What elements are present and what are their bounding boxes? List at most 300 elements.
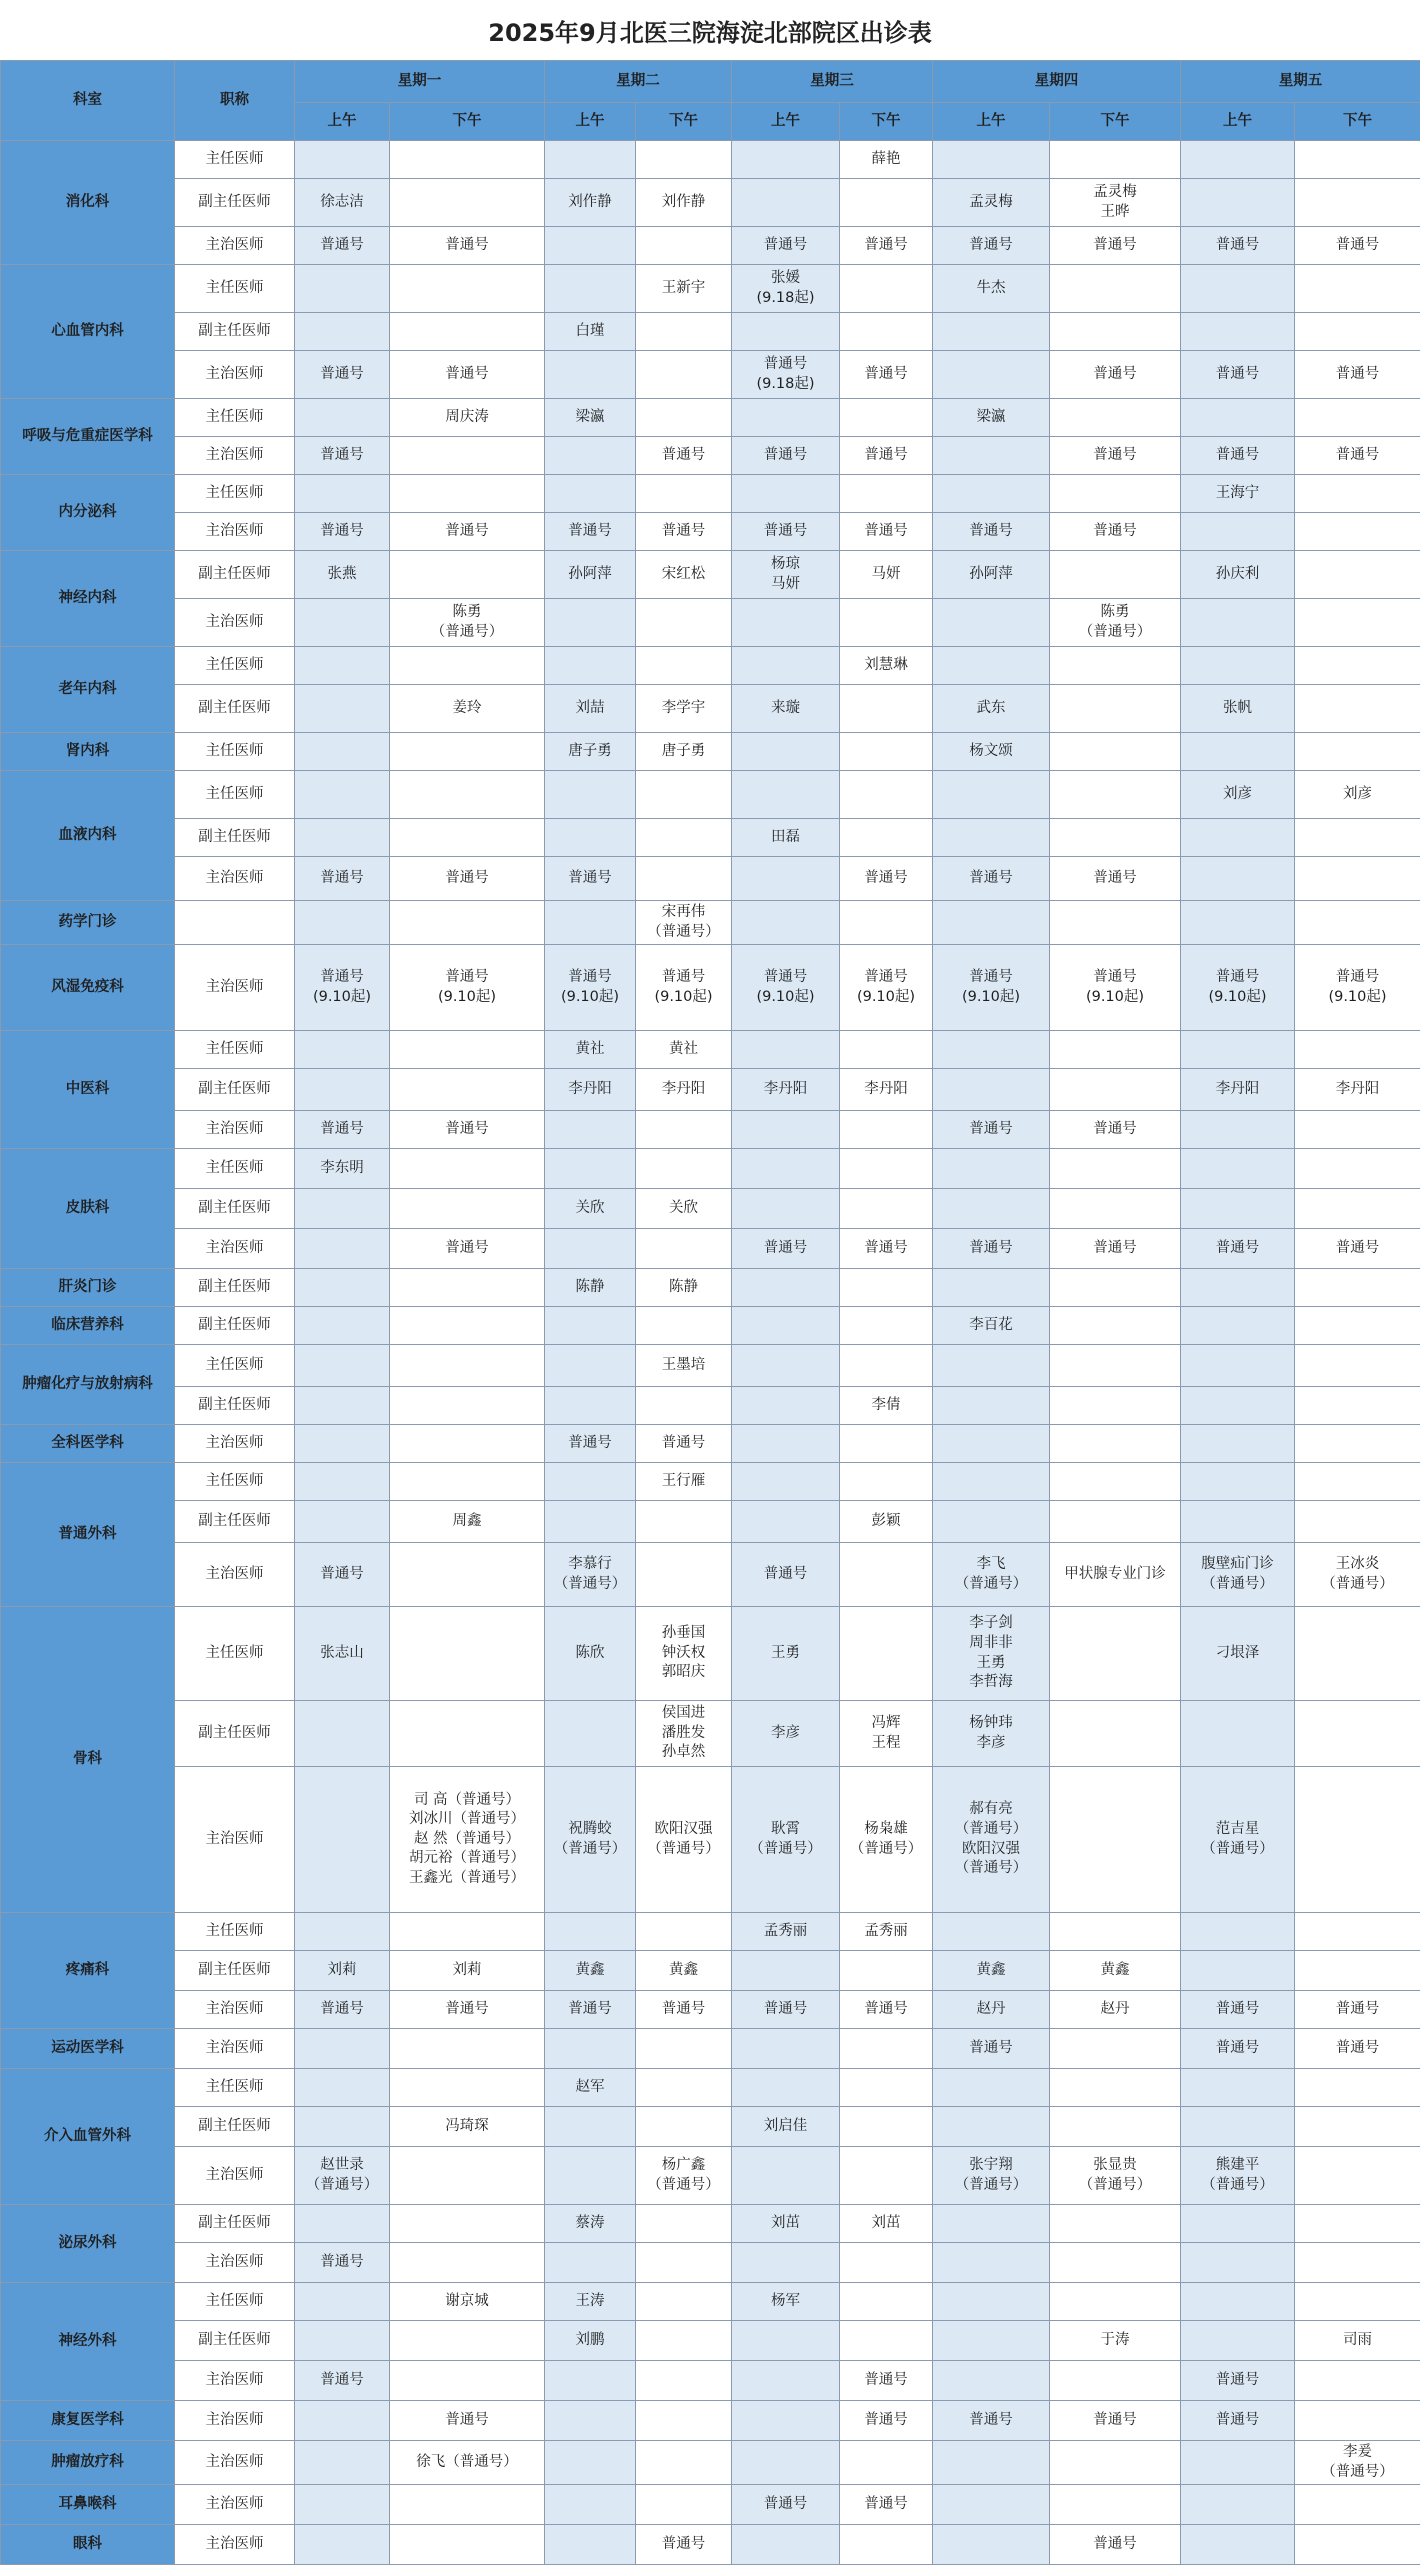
doctor-title: 副主任医师 — [175, 1307, 295, 1345]
schedule-cell — [636, 313, 732, 351]
department-name: 介入血管外科 — [1, 2069, 175, 2205]
department-name: 全科医学科 — [1, 1425, 175, 1463]
schedule-row — [1, 599, 1420, 647]
schedule-cell: 普通号 — [295, 2243, 390, 2283]
schedule-cell — [1050, 1149, 1181, 1189]
schedule-cell — [295, 2321, 390, 2361]
schedule-cell: 关欣 — [636, 1189, 732, 1229]
schedule-cell — [840, 1111, 933, 1149]
schedule-cell — [636, 399, 732, 437]
schedule-cell: 普通号 — [1295, 2029, 1420, 2069]
schedule-cell: 宋再伟 （普通号） — [636, 901, 732, 945]
schedule-cell — [1050, 1269, 1181, 1307]
schedule-cell — [545, 599, 636, 647]
schedule-cell — [1181, 2321, 1295, 2361]
schedule-cell — [1050, 551, 1181, 599]
schedule-cell — [545, 1913, 636, 1951]
schedule-cell: 张志山 — [295, 1607, 390, 1701]
schedule-cell — [933, 1913, 1050, 1951]
doctor-title: 主治医师 — [175, 2029, 295, 2069]
schedule-row — [1, 2525, 1420, 2565]
schedule-row — [1, 1543, 1420, 1607]
doctor-title: 副主任医师 — [175, 1387, 295, 1425]
schedule-cell: 普通号 — [390, 1229, 545, 1269]
schedule-cell — [840, 771, 933, 819]
schedule-cell — [732, 2441, 840, 2485]
schedule-cell — [1050, 2485, 1181, 2525]
department-name: 肾内科 — [1, 733, 175, 771]
schedule-cell: 普通号 (9.10起) — [1050, 945, 1181, 1031]
header-day-fri: 星期五 — [1181, 61, 1420, 103]
schedule-row — [1, 2283, 1420, 2321]
schedule-cell: 普通号 (9.10起) — [545, 945, 636, 1031]
schedule-row — [1, 1951, 1420, 1991]
schedule-cell — [295, 2401, 390, 2441]
schedule-cell — [933, 437, 1050, 475]
schedule-cell — [840, 819, 933, 857]
schedule-cell — [840, 685, 933, 733]
doctor-title: 主治医师 — [175, 2401, 295, 2441]
schedule-cell — [1181, 399, 1295, 437]
schedule-cell — [1181, 2069, 1295, 2107]
schedule-cell: 普通号 — [933, 1111, 1050, 1149]
schedule-cell: 李丹阳 — [1295, 1069, 1420, 1111]
schedule-cell — [840, 1345, 933, 1387]
schedule-cell: 黄鑫 — [636, 1951, 732, 1991]
schedule-cell: 王新宇 — [636, 265, 732, 313]
schedule-cell: 来璇 — [732, 685, 840, 733]
schedule-cell: 普通号 — [1295, 227, 1420, 265]
schedule-cell — [1181, 1951, 1295, 1991]
schedule-cell — [840, 1607, 933, 1701]
schedule-cell — [1181, 1425, 1295, 1463]
schedule-cell — [1181, 1913, 1295, 1951]
schedule-cell — [636, 2485, 732, 2525]
schedule-cell: 欧阳汉强 （普通号） — [636, 1767, 732, 1913]
schedule-cell — [390, 179, 545, 227]
schedule-cell — [295, 1767, 390, 1913]
schedule-cell — [1295, 2243, 1420, 2283]
schedule-row — [1, 901, 1420, 945]
schedule-cell — [1181, 599, 1295, 647]
schedule-cell — [390, 2321, 545, 2361]
schedule-row — [1, 2441, 1420, 2485]
schedule-row — [1, 313, 1420, 351]
schedule-cell: 普通号 — [295, 351, 390, 399]
schedule-cell: 普通号 — [732, 2485, 840, 2525]
schedule-cell: 普通号 — [933, 227, 1050, 265]
schedule-cell: 周鑫 — [390, 1501, 545, 1543]
schedule-cell — [390, 475, 545, 513]
schedule-cell: 刘慧琳 — [840, 647, 933, 685]
schedule-cell — [1295, 179, 1420, 227]
schedule-cell — [1050, 2243, 1181, 2283]
schedule-cell — [636, 857, 732, 901]
schedule-cell: 普通号 — [1181, 2361, 1295, 2401]
schedule-cell: 宋红松 — [636, 551, 732, 599]
schedule-cell — [295, 2069, 390, 2107]
schedule-cell — [295, 141, 390, 179]
schedule-cell — [636, 1111, 732, 1149]
schedule-cell: 白瑾 — [545, 313, 636, 351]
schedule-cell — [1295, 2361, 1420, 2401]
schedule-cell — [840, 1425, 933, 1463]
schedule-cell — [545, 2029, 636, 2069]
schedule-cell — [840, 2147, 933, 2205]
schedule-cell: 普通号 — [390, 857, 545, 901]
schedule-row — [1, 733, 1420, 771]
schedule-cell — [732, 647, 840, 685]
schedule-cell: 普通号 — [840, 227, 933, 265]
schedule-row — [1, 1913, 1420, 1951]
schedule-cell — [840, 1463, 933, 1501]
schedule-cell: 孙阿萍 — [933, 551, 1050, 599]
schedule-cell — [545, 2107, 636, 2147]
schedule-cell: 普通号 — [933, 1229, 1050, 1269]
schedule-cell — [732, 2361, 840, 2401]
schedule-row — [1, 1189, 1420, 1229]
schedule-cell — [840, 2525, 933, 2565]
schedule-cell — [390, 2205, 545, 2243]
doctor-title: 主治医师 — [175, 945, 295, 1031]
schedule-cell — [732, 771, 840, 819]
schedule-cell — [545, 901, 636, 945]
schedule-cell — [636, 2441, 732, 2485]
schedule-cell — [1181, 2525, 1295, 2565]
schedule-cell — [933, 475, 1050, 513]
schedule-cell — [295, 1229, 390, 1269]
schedule-cell: 王冰炎 （普通号） — [1295, 1543, 1420, 1607]
schedule-cell — [390, 771, 545, 819]
schedule-cell — [1050, 1767, 1181, 1913]
schedule-cell — [295, 2485, 390, 2525]
schedule-cell: 甲状腺专业门诊 — [1050, 1543, 1181, 1607]
doctor-title: 副主任医师 — [175, 551, 295, 599]
schedule-cell — [545, 2485, 636, 2525]
schedule-cell: 普通号 (9.10起) — [636, 945, 732, 1031]
doctor-title: 副主任医师 — [175, 2205, 295, 2243]
schedule-cell — [732, 1307, 840, 1345]
schedule-cell: 姜玲 — [390, 685, 545, 733]
doctor-title: 主任医师 — [175, 771, 295, 819]
schedule-cell — [732, 1031, 840, 1069]
department-name: 疼痛科 — [1, 1913, 175, 2029]
schedule-cell — [390, 819, 545, 857]
schedule-row — [1, 2485, 1420, 2525]
schedule-row — [1, 1269, 1420, 1307]
schedule-cell: 普通号 — [732, 1991, 840, 2029]
schedule-cell: 孙垂国 钟沃权 郭昭庆 — [636, 1607, 732, 1701]
department-name: 肿瘤放疗科 — [1, 2441, 175, 2485]
schedule-cell — [1295, 901, 1420, 945]
doctor-title: 副主任医师 — [175, 1269, 295, 1307]
schedule-cell: 蔡涛 — [545, 2205, 636, 2243]
schedule-cell — [1295, 1463, 1420, 1501]
schedule-cell — [1295, 1345, 1420, 1387]
schedule-cell — [1295, 1607, 1420, 1701]
schedule-cell: 刘莉 — [390, 1951, 545, 1991]
schedule-cell: 普通号 — [545, 857, 636, 901]
doctor-title: 副主任医师 — [175, 1701, 295, 1767]
schedule-cell: 范吉星 （普通号） — [1181, 1767, 1295, 1913]
schedule-cell: 普通号 — [1181, 227, 1295, 265]
schedule-cell: 李东明 — [295, 1149, 390, 1189]
schedule-cell: 普通号 (9.10起) — [295, 945, 390, 1031]
schedule-cell: 唐子勇 — [545, 733, 636, 771]
schedule-cell — [295, 1269, 390, 1307]
schedule-row — [1, 2069, 1420, 2107]
schedule-cell: 杨钟玮 李彦 — [933, 1701, 1050, 1767]
schedule-cell — [933, 1425, 1050, 1463]
schedule-cell: 司 高（普通号） 刘冰川（普通号） 赵 然（普通号） 胡元裕（普通号） 王鑫光（普通号） — [390, 1767, 545, 1913]
doctor-title: 副主任医师 — [175, 179, 295, 227]
department-name: 神经外科 — [1, 2283, 175, 2401]
schedule-cell — [1295, 1031, 1420, 1069]
schedule-cell — [1181, 1307, 1295, 1345]
schedule-cell — [545, 1229, 636, 1269]
schedule-cell: 普通号 — [933, 857, 1050, 901]
schedule-row — [1, 227, 1420, 265]
schedule-cell: 刁垠泽 — [1181, 1607, 1295, 1701]
schedule-cell — [1181, 2485, 1295, 2525]
schedule-cell — [732, 1387, 840, 1425]
department-name: 老年内科 — [1, 647, 175, 733]
header-day-mon: 星期一 — [295, 61, 545, 103]
schedule-cell: 普通号 — [390, 513, 545, 551]
schedule-cell — [636, 2401, 732, 2441]
schedule-cell — [1050, 2205, 1181, 2243]
schedule-row — [1, 2147, 1420, 2205]
schedule-cell — [1295, 1501, 1420, 1543]
schedule-cell — [840, 1031, 933, 1069]
schedule-cell — [1295, 1425, 1420, 1463]
header-am: 上午 — [295, 103, 390, 141]
schedule-cell — [390, 141, 545, 179]
schedule-cell — [1181, 1501, 1295, 1543]
schedule-cell — [732, 2069, 840, 2107]
schedule-cell — [295, 1345, 390, 1387]
schedule-cell — [295, 1307, 390, 1345]
schedule-cell — [732, 1111, 840, 1149]
schedule-row — [1, 1031, 1420, 1069]
schedule-cell: 徐志洁 — [295, 179, 390, 227]
schedule-cell — [732, 2525, 840, 2565]
schedule-cell: 普通号 — [1050, 2401, 1181, 2441]
department-name: 风湿免疫科 — [1, 945, 175, 1031]
schedule-cell: 普通号 — [390, 1991, 545, 2029]
header-dept: 科室 — [1, 61, 175, 141]
schedule-cell: 杨军 — [732, 2283, 840, 2321]
schedule-cell — [1050, 1425, 1181, 1463]
schedule-cell: 普通号 — [840, 1991, 933, 2029]
schedule-table — [0, 60, 1420, 2565]
schedule-cell: 赵军 — [545, 2069, 636, 2107]
schedule-cell: 李慕行 （普通号） — [545, 1543, 636, 1607]
schedule-cell — [636, 647, 732, 685]
schedule-row — [1, 2205, 1420, 2243]
schedule-cell: 普通号 — [1050, 2525, 1181, 2565]
department-name: 眼科 — [1, 2525, 175, 2565]
schedule-cell — [840, 733, 933, 771]
schedule-cell: 梁瀛 — [933, 399, 1050, 437]
schedule-cell: 李倩 — [840, 1387, 933, 1425]
doctor-title: 副主任医师 — [175, 1069, 295, 1111]
schedule-cell — [545, 351, 636, 399]
schedule-cell — [1050, 2029, 1181, 2069]
schedule-row — [1, 141, 1420, 179]
schedule-cell — [933, 2525, 1050, 2565]
schedule-cell — [1295, 2147, 1420, 2205]
header-am: 上午 — [933, 103, 1050, 141]
schedule-cell — [1050, 265, 1181, 313]
schedule-cell — [295, 1189, 390, 1229]
schedule-cell: 马妍 — [840, 551, 933, 599]
doctor-title: 主任医师 — [175, 265, 295, 313]
schedule-cell — [732, 141, 840, 179]
schedule-cell — [1181, 901, 1295, 945]
schedule-row — [1, 857, 1420, 901]
schedule-cell: 普通号 — [295, 227, 390, 265]
schedule-cell: 普通号 — [636, 2525, 732, 2565]
schedule-cell: 黄社 — [545, 1031, 636, 1069]
schedule-cell: 普通号 — [295, 1991, 390, 2029]
schedule-cell — [295, 901, 390, 945]
schedule-cell — [732, 399, 840, 437]
schedule-row — [1, 1387, 1420, 1425]
schedule-cell — [933, 1387, 1050, 1425]
schedule-cell: 刘作静 — [545, 179, 636, 227]
schedule-cell: 张显贵 （普通号） — [1050, 2147, 1181, 2205]
schedule-cell — [1050, 1345, 1181, 1387]
doctor-title: 主任医师 — [175, 1463, 295, 1501]
schedule-cell — [1181, 1701, 1295, 1767]
schedule-cell — [545, 1701, 636, 1767]
schedule-cell — [840, 2321, 933, 2361]
schedule-row — [1, 2029, 1420, 2069]
schedule-cell — [1050, 1701, 1181, 1767]
schedule-cell: 杨琼 马妍 — [732, 551, 840, 599]
doctor-title: 副主任医师 — [175, 2107, 295, 2147]
schedule-row — [1, 437, 1420, 475]
schedule-cell — [636, 819, 732, 857]
schedule-cell — [1181, 1387, 1295, 1425]
schedule-row — [1, 265, 1420, 313]
schedule-cell — [840, 265, 933, 313]
schedule-cell — [732, 1269, 840, 1307]
schedule-cell — [1295, 1269, 1420, 1307]
department-name: 临床营养科 — [1, 1307, 175, 1345]
schedule-cell: 普通号 — [1050, 227, 1181, 265]
schedule-cell — [636, 351, 732, 399]
schedule-cell: 普通号 — [636, 1991, 732, 2029]
doctor-title: 主任医师 — [175, 475, 295, 513]
schedule-cell: 牛杰 — [933, 265, 1050, 313]
schedule-cell — [732, 179, 840, 227]
schedule-cell — [933, 1501, 1050, 1543]
schedule-cell — [295, 1501, 390, 1543]
schedule-cell — [732, 733, 840, 771]
schedule-cell — [636, 141, 732, 179]
schedule-cell — [1050, 141, 1181, 179]
schedule-row — [1, 1607, 1420, 1701]
schedule-cell: 梁瀛 — [545, 399, 636, 437]
schedule-cell: 孟秀丽 — [732, 1913, 840, 1951]
schedule-cell — [1050, 2069, 1181, 2107]
department-name: 泌尿外科 — [1, 2205, 175, 2283]
doctor-title: 主治医师 — [175, 599, 295, 647]
schedule-cell: 李飞 （普通号） — [933, 1543, 1050, 1607]
schedule-cell — [732, 2147, 840, 2205]
schedule-cell — [1050, 1387, 1181, 1425]
schedule-cell: 普通号 — [295, 2361, 390, 2401]
schedule-cell — [1295, 1189, 1420, 1229]
schedule-cell: 普通号 — [1181, 351, 1295, 399]
schedule-cell: 普通号 (9.10起) — [1295, 945, 1420, 1031]
department-name: 普通外科 — [1, 1463, 175, 1607]
schedule-cell — [933, 2107, 1050, 2147]
schedule-cell — [1295, 2525, 1420, 2565]
schedule-cell: 普通号 — [933, 2401, 1050, 2441]
schedule-row — [1, 1501, 1420, 1543]
schedule-cell: 李丹阳 — [840, 1069, 933, 1111]
department-name: 消化科 — [1, 141, 175, 265]
header-day-wed: 星期三 — [732, 61, 933, 103]
schedule-cell — [1181, 1111, 1295, 1149]
schedule-cell — [732, 1149, 840, 1189]
schedule-cell — [1050, 1189, 1181, 1229]
schedule-row — [1, 179, 1420, 227]
schedule-cell: 王勇 — [732, 1607, 840, 1701]
schedule-cell: 普通号 — [840, 437, 933, 475]
schedule-cell: 孟灵梅 王晔 — [1050, 179, 1181, 227]
schedule-cell — [390, 2361, 545, 2401]
header-pm: 下午 — [390, 103, 545, 141]
schedule-cell — [295, 2525, 390, 2565]
schedule-cell — [840, 399, 933, 437]
doctor-title — [175, 901, 295, 945]
department-name: 内分泌科 — [1, 475, 175, 551]
schedule-cell: 张宇翔 （普通号） — [933, 2147, 1050, 2205]
doctor-title: 主治医师 — [175, 1111, 295, 1149]
schedule-cell — [840, 1269, 933, 1307]
schedule-row — [1, 2321, 1420, 2361]
schedule-cell: 王墨培 — [636, 1345, 732, 1387]
schedule-cell — [1050, 733, 1181, 771]
schedule-cell — [732, 313, 840, 351]
schedule-cell — [390, 2525, 545, 2565]
schedule-cell — [295, 2107, 390, 2147]
schedule-cell — [545, 265, 636, 313]
schedule-cell: 于涛 — [1050, 2321, 1181, 2361]
schedule-cell — [636, 1307, 732, 1345]
schedule-cell — [1181, 1463, 1295, 1501]
schedule-cell — [840, 1543, 933, 1607]
schedule-row — [1, 1463, 1420, 1501]
doctor-title: 主任医师 — [175, 1345, 295, 1387]
schedule-cell — [840, 2107, 933, 2147]
doctor-title: 主治医师 — [175, 227, 295, 265]
schedule-cell — [732, 1189, 840, 1229]
department-name: 呼吸与危重症医学科 — [1, 399, 175, 475]
doctor-title: 主任医师 — [175, 1031, 295, 1069]
schedule-cell — [933, 771, 1050, 819]
schedule-cell — [933, 1069, 1050, 1111]
schedule-cell: 王海宁 — [1181, 475, 1295, 513]
department-name: 血液内科 — [1, 771, 175, 901]
schedule-cell — [390, 1031, 545, 1069]
schedule-cell — [295, 265, 390, 313]
department-name: 中医科 — [1, 1031, 175, 1149]
